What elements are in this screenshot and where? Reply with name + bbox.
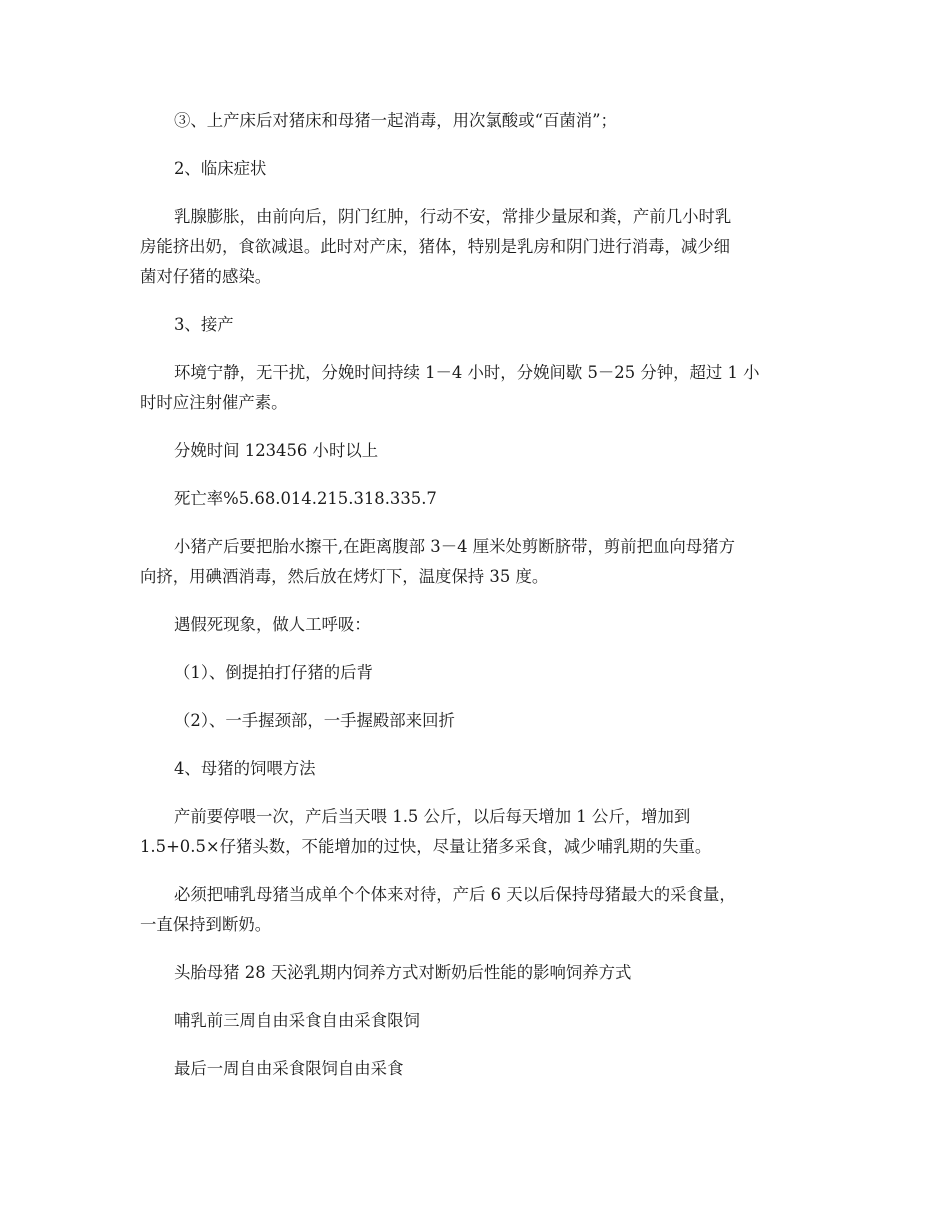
text-line: 乳腺膨胀，由前向后，阴门红肿，行动不安，常排少量尿和粪，产前几小时乳 — [174, 207, 732, 226]
text-line: 小猪产后要把胎水擦干,在距离腹部 3－4 厘米处剪断脐带，剪前把血向母猪方 — [174, 537, 735, 556]
paragraph — [140, 310, 812, 340]
document-body — [140, 106, 812, 1102]
text-line: 必须把哺乳母猪当成单个个体来对待，产后 6 天以后保持母猪最大的采食量， — [174, 885, 736, 904]
text-line: ③、上产床后对猪床和母猪一起消毒，用次氯酸或“百菌消”； — [174, 111, 617, 130]
text-line: 死亡率%5.68.014.215.318.335.7 — [174, 489, 437, 508]
paragraph — [140, 436, 812, 466]
text-line: （1）、倒提拍打仔猪的后背 — [174, 663, 373, 682]
text-line: （2）、一手握颈部，一手握殿部来回折 — [174, 711, 455, 730]
paragraph — [140, 610, 812, 640]
text-line: 头胎母猪 28 天泌乳期内饲养方式对断奶后性能的影响饲养方式 — [174, 963, 632, 982]
paragraph — [140, 802, 812, 862]
text-line: 一直保持到断奶。 — [140, 915, 272, 934]
text-line: 遇假死现象，做人工呼吸： — [174, 615, 371, 634]
text-line: 3、接产 — [174, 315, 234, 334]
paragraph — [140, 106, 812, 136]
text-line: 2、临床症状 — [174, 159, 267, 178]
paragraph — [140, 202, 812, 292]
paragraph — [140, 484, 812, 514]
text-line: 哺乳前三周自由采食自由采食限饲 — [174, 1011, 420, 1030]
text-line: 向挤，用碘酒消毒，然后放在烤灯下，温度保持 35 度。 — [140, 567, 549, 586]
text-line: 环境宁静，无干扰，分娩时间持续 1－4 小时，分娩间歇 5－25 分钟，超过 1 小 — [174, 363, 760, 382]
paragraph — [140, 358, 812, 418]
text-line: 最后一周自由采食限饲自由采食 — [174, 1059, 404, 1078]
paragraph — [140, 532, 812, 592]
paragraph — [140, 1054, 812, 1084]
paragraph — [140, 1006, 812, 1036]
text-line: 菌对仔猪的感染。 — [140, 267, 272, 286]
paragraph — [140, 754, 812, 784]
text-line: 分娩时间 123456 小时以上 — [174, 441, 379, 460]
text-line: 4、母猪的饲喂方法 — [174, 759, 316, 778]
paragraph — [140, 706, 812, 736]
text-line: 时时应注射催产素。 — [140, 393, 288, 412]
paragraph — [140, 658, 812, 688]
paragraph — [140, 958, 812, 988]
text-line: 房能挤出奶，食欲减退。此时对产床，猪体，特别是乳房和阴门进行消毒，减少细 — [140, 237, 731, 256]
text-line: 产前要停喂一次，产后当天喂 1.5 公斤，以后每天增加 1 公斤，增加到 — [174, 807, 691, 826]
paragraph — [140, 880, 812, 940]
text-line: 1.5+0.5×仔猪头数，不能增加的过快，尽量让猪多采食，减少哺乳期的失重。 — [140, 837, 712, 856]
paragraph — [140, 154, 812, 184]
